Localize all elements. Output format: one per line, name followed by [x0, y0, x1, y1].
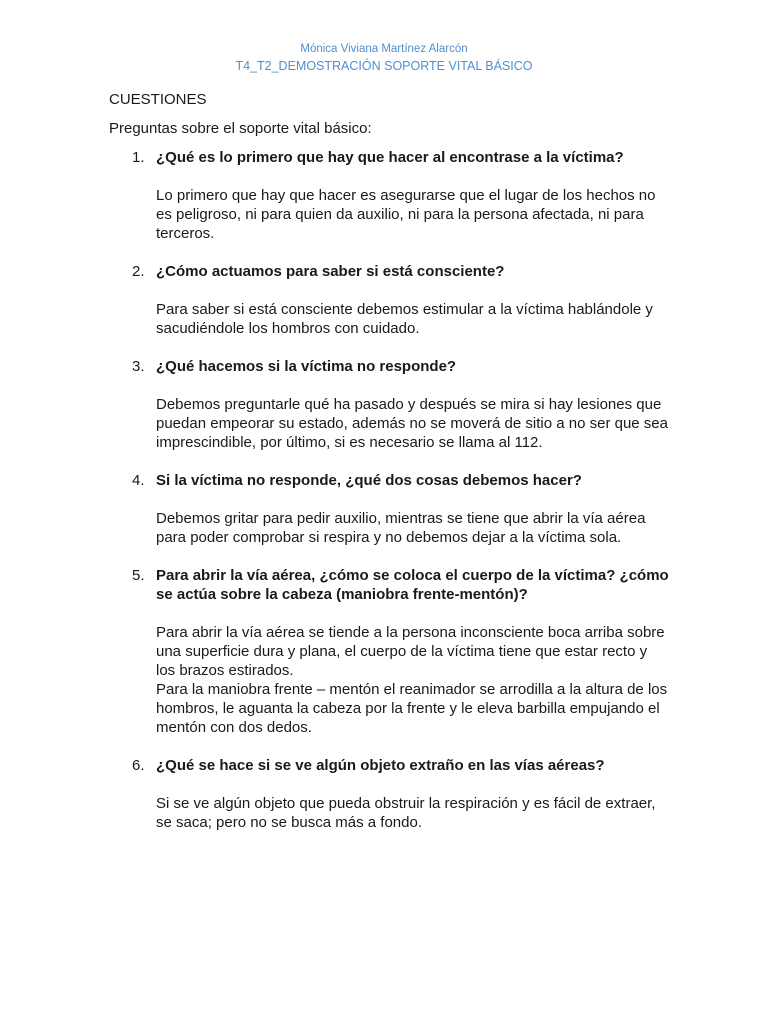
answer-paragraph: Para saber si está consciente debemos estimular a la víctima hablándole y sacudiéndole los hombros con cuidado. [156, 301, 653, 337]
question-text: ¿Cómo actuamos para saber si está consciente? [156, 263, 505, 280]
intro-text: Preguntas sobre el soporte vital básico: [109, 120, 372, 137]
question-item [109, 262, 669, 357]
answer-text [156, 376, 669, 471]
question-item [109, 756, 669, 851]
answer-paragraph: Si se ve algún objeto que pueda obstruir la respiración y es fácil de extraer, se saca; pero no se busca más a fondo. [156, 795, 656, 831]
question-item [109, 357, 669, 471]
question-text: ¿Qué hacemos si la víctima no responde? [156, 358, 457, 375]
question-number: 6. [132, 757, 145, 774]
answer-text [156, 775, 669, 851]
page-header [0, 41, 768, 75]
question-list [109, 148, 669, 851]
answer-paragraph: Para la maniobra frente – mentón el reanimador se arrodilla a la altura de los hombros, le aguanta la cabeza por la frente y le eleva barbilla empujando el mentón con dos dedos. [156, 681, 668, 736]
document-body [109, 90, 669, 851]
question-text: Si la víctima no responde, ¿qué dos cosas debemos hacer? [156, 472, 582, 489]
question-item [109, 471, 669, 566]
answer-paragraph: Debemos preguntarle qué ha pasado y después se mira si hay lesiones que puedan empeorar su estado, además no se moverá de sitio a no ser que sea imprescindible, por último, si es necesario se llama al 112. [156, 396, 668, 451]
answer-text [156, 604, 669, 756]
question-number: 1. [132, 149, 145, 166]
question-text: ¿Qué es lo primero que hay que hacer al encontrase a la víctima? [156, 149, 624, 166]
document-title: T4_T2_DEMOSTRACIÓN SOPORTE VITAL BÁSICO [235, 59, 533, 73]
question-text: Para abrir la vía aérea, ¿cómo se coloca el cuerpo de la víctima? ¿cómo se actúa sobre la cabeza (maniobra frente-mentón)? [156, 567, 669, 603]
question-number: 3. [132, 358, 145, 375]
question-number: 4. [132, 472, 145, 489]
answer-paragraph: Debemos gritar para pedir auxilio, mientras se tiene que abrir la vía aérea para poder comprobar si respira y no debemos dejar a la víctima sola. [156, 510, 646, 546]
answer-paragraph: Lo primero que hay que hacer es asegurarse que el lugar de los hechos no es peligroso, ni para quien da auxilio, ni para la persona afectada, ni para terceros. [156, 187, 656, 242]
answer-text [156, 167, 669, 262]
section-title: CUESTIONES [109, 91, 207, 108]
answer-text [156, 281, 669, 357]
answer-paragraph: Para abrir la vía aérea se tiende a la persona inconsciente boca arriba sobre una superficie dura y plana, el cuerpo de la víctima tiene que estar recto y los brazos estirados. [156, 624, 665, 679]
question-text: ¿Qué se hace si se ve algún objeto extraño en las vías aéreas? [156, 757, 605, 774]
question-item [109, 148, 669, 262]
question-number: 2. [132, 263, 145, 280]
answer-text [156, 490, 669, 566]
author-name: Mónica Viviana Martínez Alarcón [300, 43, 468, 55]
question-item [109, 566, 669, 756]
question-number: 5. [132, 567, 145, 584]
